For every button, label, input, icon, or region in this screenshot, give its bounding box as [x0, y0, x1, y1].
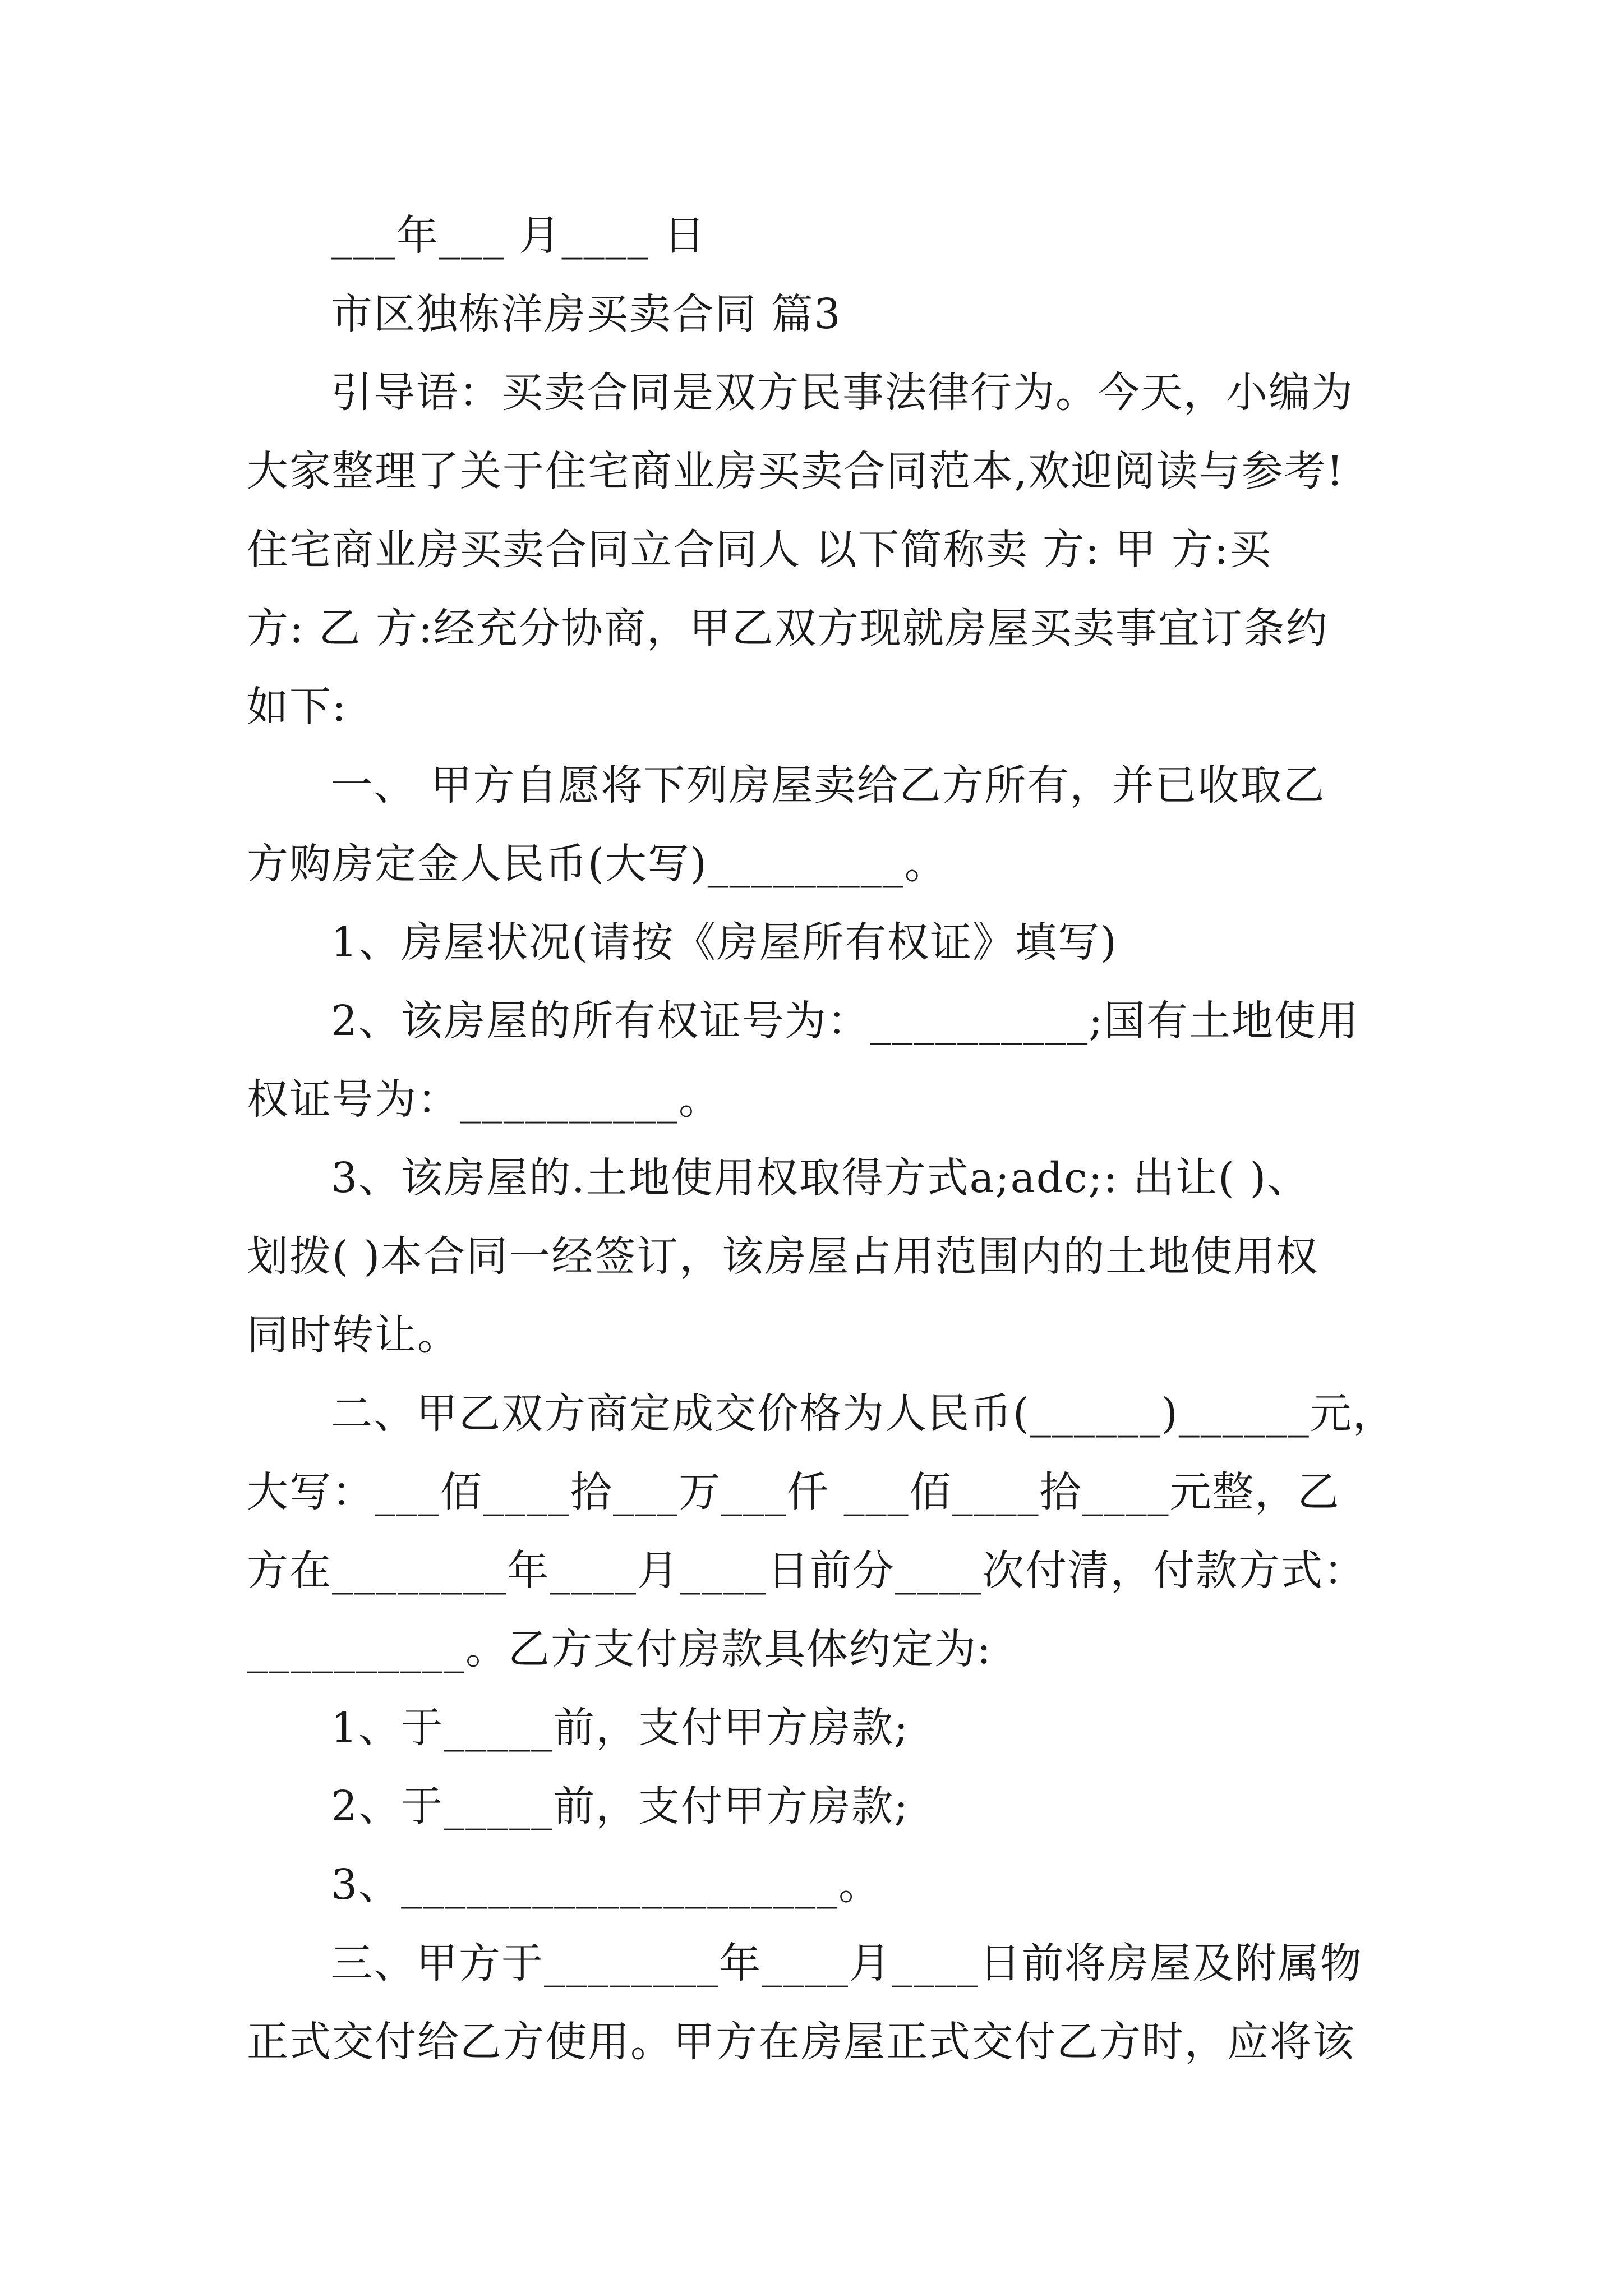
paragraph-line: 同时转让。 [247, 1311, 460, 1359]
paragraph-line: 大写：___佰____拾___万___仟 ___佰____拾____元整，乙 [247, 1468, 1340, 1516]
paragraph-line: 权证号为：__________。 [247, 1075, 721, 1124]
list-item: 2、该房屋的所有权证号为：__________;国有土地使用 [331, 997, 1360, 1045]
paragraph-line: 方在________年____月____日前分____次付清，付款方式： [247, 1547, 1366, 1595]
paragraph-line: 正式交付给乙方使用。甲方在房屋正式交付乙方时，应将该 [247, 2018, 1355, 2066]
list-item: 3、____________________。 [331, 1861, 882, 1909]
list-item: 3、该房屋的.土地使用权取得方式a;adc;: 出让( )、 [331, 1154, 1310, 1202]
clause-three-heading: 三、甲方于________年____月____日前将房屋及附属物 [331, 1939, 1363, 1987]
list-item: 1、房屋状况(请按《房屋所有权证》填写) [331, 918, 1118, 967]
paragraph-line: 如下: [247, 683, 347, 731]
paragraph-line: 住宅商业房买卖合同立合同人 以下简称卖 方: 甲 方:买 [247, 526, 1272, 574]
list-item: 2、于_____前，支付甲方房款; [331, 1782, 910, 1830]
date-line: ___年___ 月____ 日 [331, 211, 707, 260]
paragraph-line: 方: 乙 方:经充分协商，甲乙双方现就房屋买卖事宜订条约 [247, 604, 1329, 652]
paragraph-line: __________。乙方支付房款具体约定为: [247, 1625, 992, 1673]
paragraph-line: 方购房定金人民币(大写)_________。 [247, 840, 947, 888]
paragraph-line: 大家整理了关于住宅商业房买卖合同范本,欢迎阅读与参考! [247, 447, 1345, 495]
clause-two-heading: 二、甲乙双方商定成交价格为人民币(______)______元， [331, 1389, 1395, 1438]
list-item: 1、于_____前，支付甲方房款; [331, 1704, 910, 1752]
contract-title: 市区独栋洋房买卖合同 篇3 [331, 290, 842, 338]
paragraph-line: 划拨( )本合同一经签订，该房屋占用范围内的土地使用权 [247, 1232, 1319, 1281]
paragraph-line: 引导语：买卖合同是双方民事法律行为。今天，小编为 [331, 369, 1354, 417]
clause-one-heading: 一、 甲方自愿将下列房屋卖给乙方所有，并已收取乙 [331, 761, 1326, 809]
